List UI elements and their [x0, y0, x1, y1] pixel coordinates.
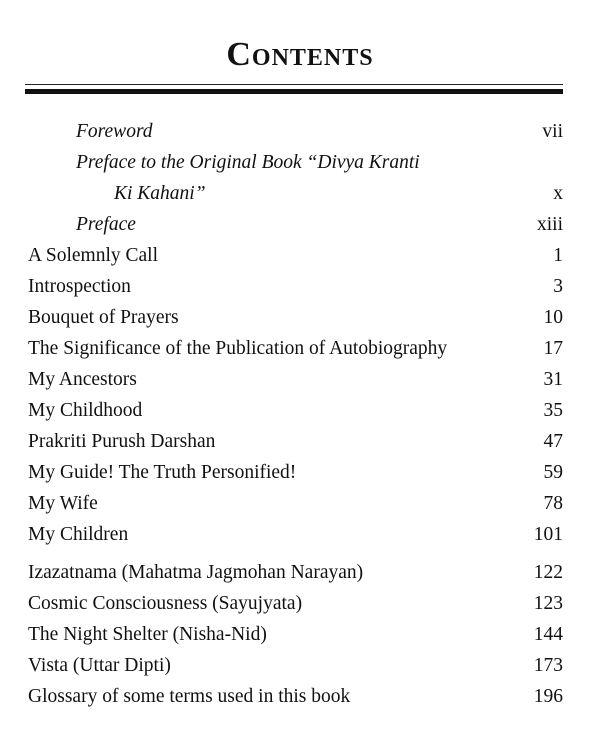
entry-title: Preface to the Original Book “Divya Kranti — [76, 152, 420, 173]
entry-page: 59 — [543, 462, 563, 483]
divider-thick — [25, 89, 563, 94]
entry-title: Izazatnama (Mahatma Jagmohan Narayan) — [28, 562, 364, 583]
entry-page: 144 — [533, 624, 563, 645]
toc-entry — [28, 116, 563, 147]
entry-page: 47 — [543, 431, 563, 452]
entry-title: Foreword — [76, 121, 153, 142]
toc-entry — [28, 209, 563, 240]
entry-title: My Wife — [28, 493, 98, 514]
entry-title: The Night Shelter (Nisha-Nid) — [28, 624, 267, 645]
entry-page: 101 — [533, 524, 563, 545]
toc-entry — [28, 302, 563, 333]
entry-page: xiii — [536, 214, 563, 235]
entry-title: Bouquet of Prayers — [28, 307, 179, 328]
entry-title: Glossary of some terms used in this book — [28, 686, 351, 707]
entry-page: vii — [542, 121, 563, 142]
entry-page: 17 — [543, 338, 563, 359]
entry-title: Vista (Uttar Dipti) — [28, 655, 171, 676]
entry-page: 78 — [543, 493, 563, 514]
toc-entry — [28, 240, 563, 271]
table-of-contents — [28, 116, 563, 712]
toc-entry — [28, 364, 563, 395]
toc-entry — [28, 178, 563, 209]
entry-page: 173 — [533, 655, 563, 676]
entry-title: Introspection — [28, 276, 131, 297]
entry-page: x — [553, 183, 563, 204]
toc-entry — [28, 395, 563, 426]
toc-entry — [28, 681, 563, 712]
entry-page: 3 — [553, 276, 563, 297]
entry-page: 10 — [543, 307, 563, 328]
entry-title: My Guide! The Truth Personified! — [28, 462, 297, 483]
entry-title: Prakriti Purush Darshan — [28, 431, 216, 452]
toc-entry — [28, 519, 563, 550]
toc-entry — [28, 271, 563, 302]
toc-entry — [28, 457, 563, 488]
toc-entry — [28, 488, 563, 519]
entry-title: My Childhood — [28, 400, 143, 421]
entry-title: My Ancestors — [28, 369, 137, 390]
toc-entry — [28, 588, 563, 619]
entry-title: Preface — [76, 214, 136, 235]
entry-title: Ki Kahani” — [114, 183, 206, 204]
entry-page: 31 — [543, 369, 563, 390]
entry-page: 123 — [533, 593, 563, 614]
toc-entry — [28, 147, 563, 178]
entry-title: My Children — [28, 524, 129, 545]
page-title: Contents — [226, 36, 374, 73]
entry-page: 122 — [533, 562, 563, 583]
divider-thin — [25, 84, 563, 85]
entry-title: Cosmic Consciousness (Sayujyata) — [28, 593, 303, 614]
toc-entry — [28, 557, 563, 588]
entry-page: 35 — [543, 400, 563, 421]
entry-title: A Solemnly Call — [28, 245, 159, 266]
toc-entry — [28, 619, 563, 650]
toc-entry — [28, 650, 563, 681]
entry-title: The Significance of the Publication of Autobiography — [28, 338, 448, 359]
toc-entry — [28, 333, 563, 364]
entry-page: 196 — [533, 686, 563, 707]
toc-entry — [28, 426, 563, 457]
entry-page: 1 — [553, 245, 563, 266]
